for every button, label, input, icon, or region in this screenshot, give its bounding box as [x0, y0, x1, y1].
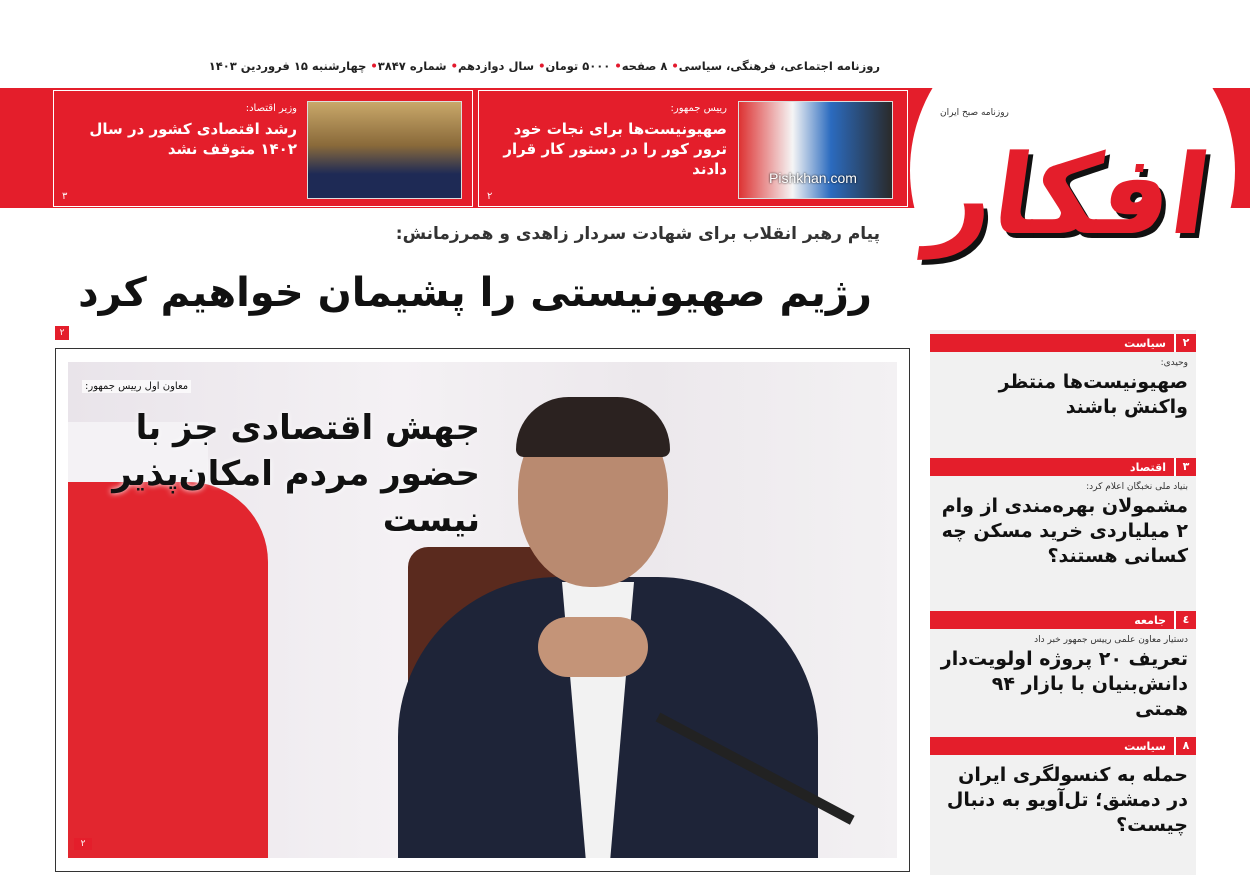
- page-ref: ۳: [1174, 458, 1196, 476]
- issue-number: شماره ۳۸۴۷: [377, 59, 447, 73]
- paper-type: روزنامه اجتماعی، فرهنگی، سیاسی: [678, 59, 880, 73]
- story-kicker: وزیر اقتصاد:: [245, 103, 297, 114]
- newspaper-logo: افکار: [921, 131, 1219, 259]
- sidebar-story[interactable]: [930, 334, 1196, 420]
- lead-headline[interactable]: رژیم صهیونیستی را پشیمان خواهیم کرد: [78, 270, 872, 316]
- story-headline: صهیونیست‌ها برای نجات خود ترور کور را در دستور کار قرار دادند: [503, 120, 727, 178]
- page-ref: ۳: [62, 191, 68, 202]
- watermark: Pishkhan.com: [769, 170, 857, 186]
- story-kicker: دستیار معاون علمی رییس جمهور خبر داد: [1034, 635, 1188, 645]
- section-label: جامعه: [1134, 613, 1166, 627]
- volume-year: سال دوازدهم: [457, 59, 535, 73]
- hair: [516, 397, 670, 457]
- story-kicker: رییس جمهور:: [670, 103, 727, 114]
- page-ref: ۲: [1174, 334, 1196, 352]
- issue-info-line: روزنامه اجتماعی، فرهنگی، سیاسی• ۸ صفحه• ۵۰۰۰ تومان• سال دوازدهم• شماره ۳۸۴۷• چهارشنبه ۱۵ فروردین ۱۴۰۳: [208, 59, 880, 73]
- sidebar-story[interactable]: [930, 458, 1196, 569]
- page-ref: ۸: [1174, 737, 1196, 755]
- page-ref: ٤: [1174, 611, 1196, 629]
- page-ref: ۲: [55, 326, 69, 340]
- section-label: اقتصاد: [1129, 460, 1166, 474]
- story-headline: صهیونیست‌ها منتظر واکنش باشند: [998, 371, 1188, 418]
- section-bar: [930, 334, 1196, 352]
- price: ۵۰۰۰ تومان: [545, 59, 611, 73]
- issue-date: چهارشنبه ۱۵ فروردین ۱۴۰۳: [208, 59, 367, 73]
- photo-story-headline[interactable]: جهش اقتصادی جز با حضور مردم امکان‌پذیر نیست: [112, 408, 480, 540]
- section-bar: [930, 611, 1196, 629]
- story-headline: مشمولان بهره‌مندی از وام ۲ میلیاردی خرید مسکن چه کسانی هستند؟: [941, 495, 1188, 567]
- tagline: روزنامه صبح ایران: [940, 108, 1009, 118]
- hand: [538, 617, 648, 677]
- section-label: سیاست: [1124, 739, 1166, 753]
- thumbnail-image: [307, 101, 462, 199]
- sidebar-story[interactable]: [930, 611, 1196, 722]
- sidebar-story[interactable]: [930, 737, 1196, 838]
- page-ref: ۲: [74, 838, 92, 850]
- section-label: سیاست: [1124, 336, 1166, 350]
- top-story-president[interactable]: [478, 90, 908, 207]
- thumbnail-image: [738, 101, 893, 199]
- story-kicker: وحیدی:: [1160, 358, 1188, 368]
- story-headline: حمله به کنسولگری ایران در دمشق؛ تل‌آویو به دنبال چیست؟: [946, 764, 1188, 836]
- story-kicker: بنیاد ملی نخبگان اعلام کرد:: [1086, 482, 1188, 492]
- section-bar: [930, 458, 1196, 476]
- photo-story-kicker: معاون اول رییس جمهور:: [82, 380, 191, 393]
- top-story-economy-minister[interactable]: [53, 90, 473, 207]
- story-headline: تعریف ۲۰ پروژه اولویت‌دار دانش‌بنیان با بازار ۹۴ همتی: [940, 648, 1188, 720]
- lead-surtitle: پیام رهبر انقلاب برای شهادت سردار زاهدی و همرزمانش:: [395, 224, 880, 244]
- story-headline: رشد اقتصادی کشور در سال ۱۴۰۲ متوقف نشد: [89, 120, 297, 158]
- page-ref: ۲: [487, 191, 493, 202]
- page-count: ۸ صفحه: [621, 59, 668, 73]
- section-bar: [930, 737, 1196, 755]
